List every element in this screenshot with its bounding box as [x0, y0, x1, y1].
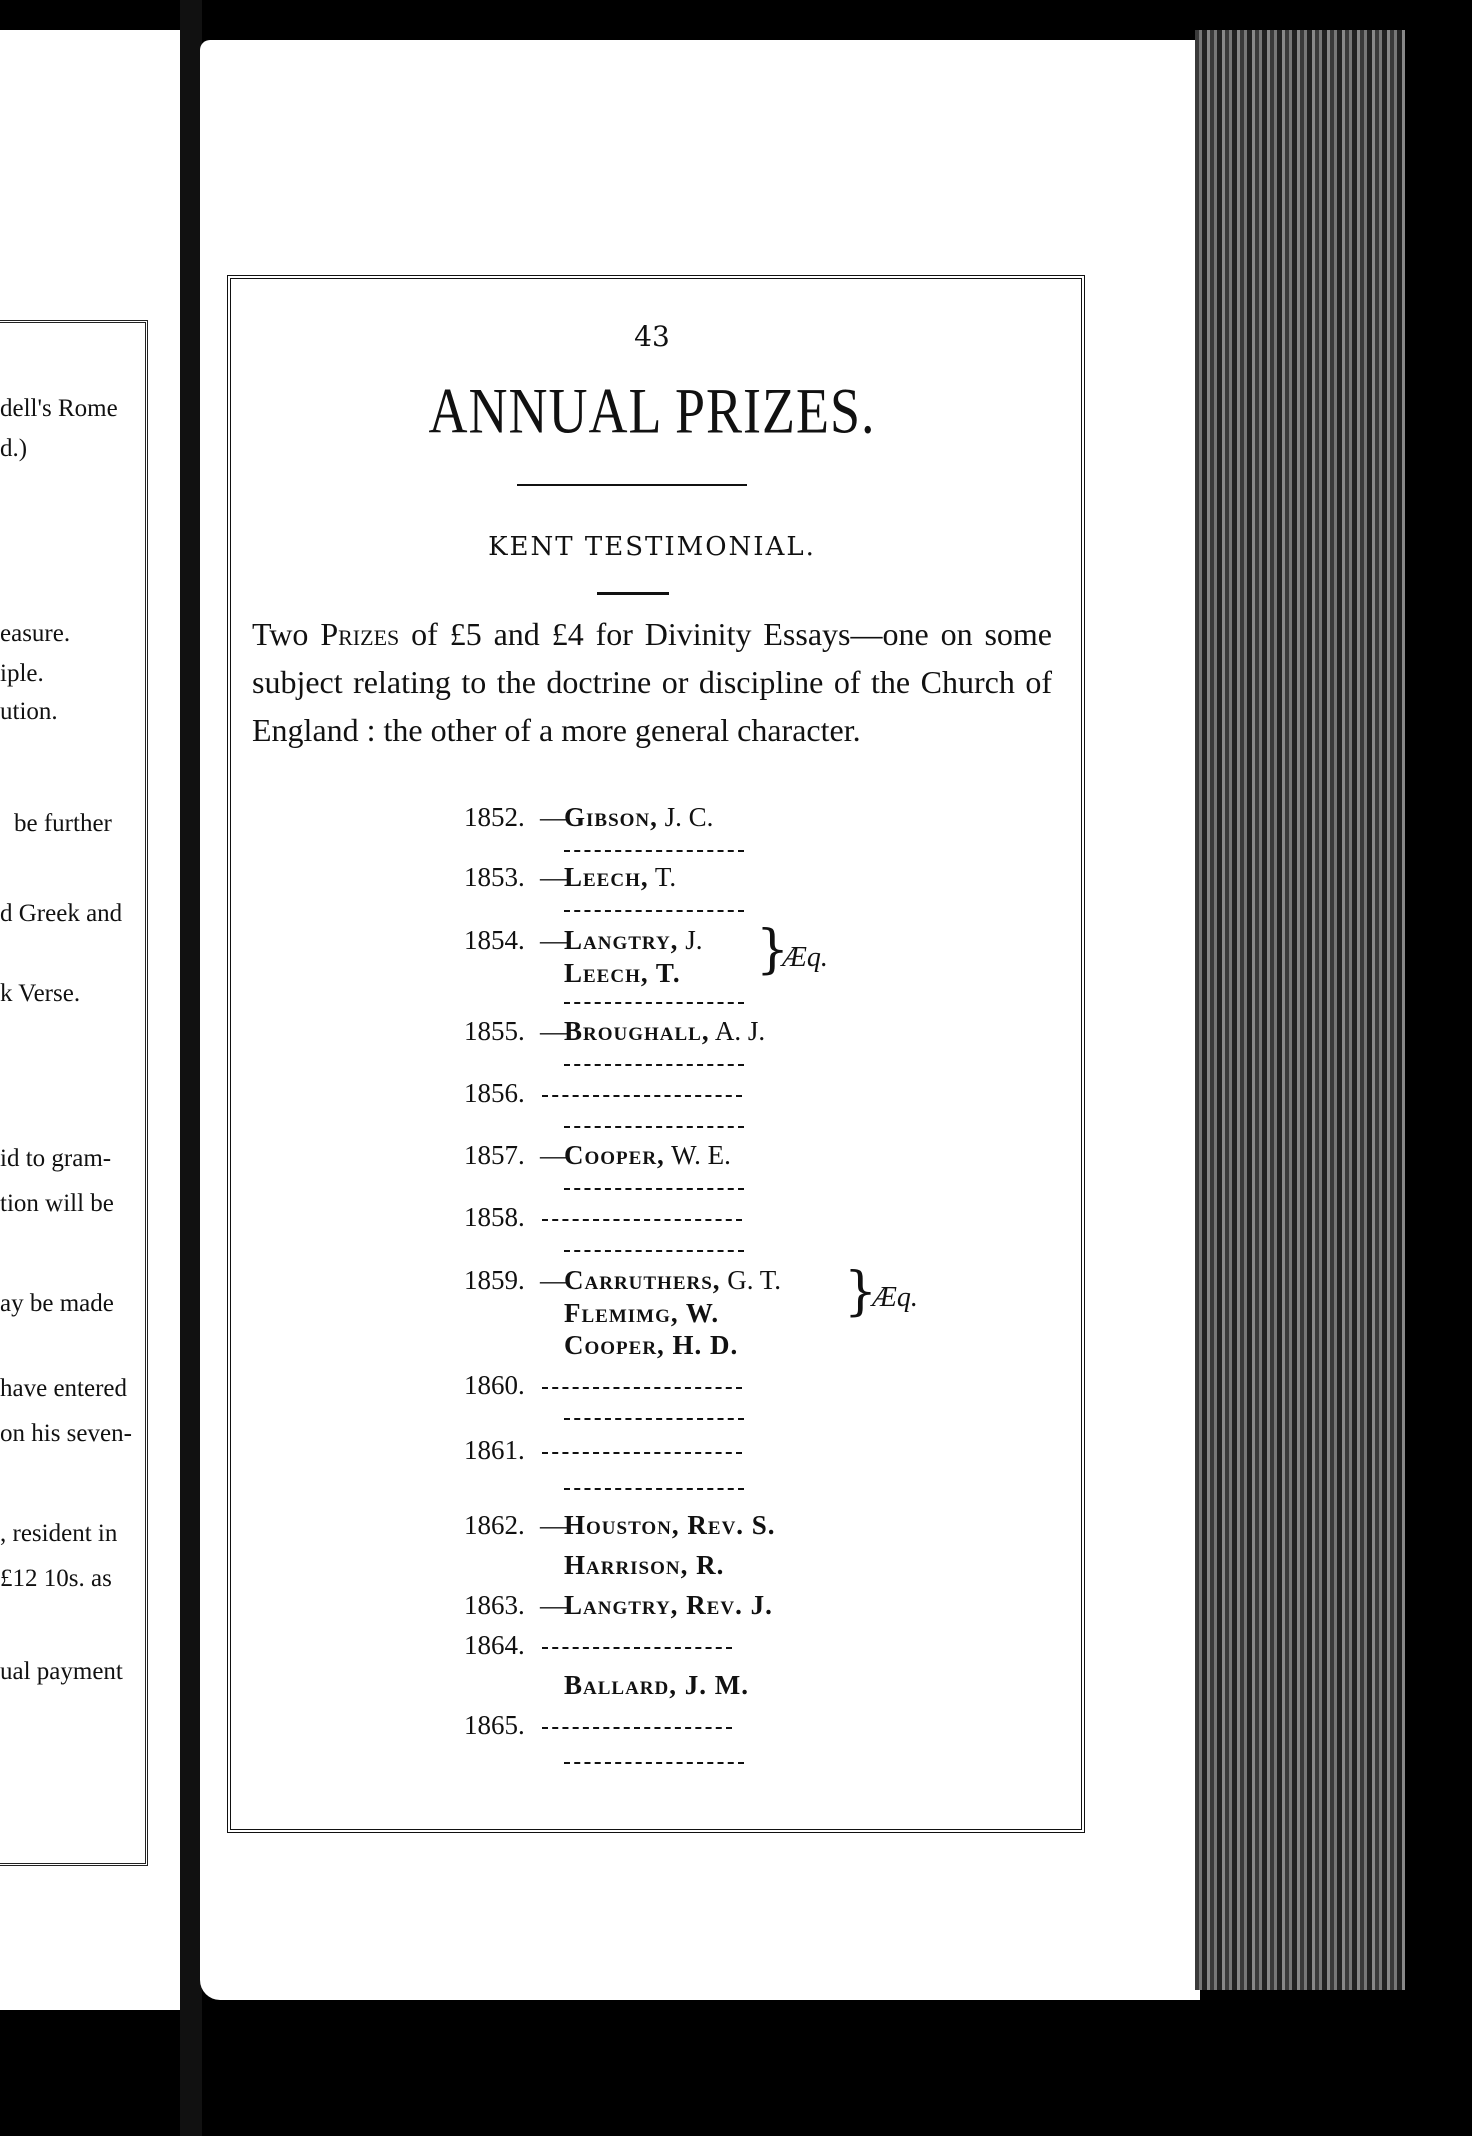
page-title: ANNUAL PRIZES.: [428, 375, 876, 447]
prize-winner: Leech,: [564, 862, 649, 892]
left-page-line: ution.: [0, 698, 58, 725]
prize-entry: [464, 1710, 732, 1741]
left-page: [0, 30, 180, 2010]
aequales-note: Æq.: [872, 1282, 918, 1313]
left-page-line: tion will be: [0, 1190, 114, 1217]
prize-winner: Cooper,: [564, 1140, 665, 1170]
brace-symbol: }: [844, 1262, 878, 1322]
prize-year: 1853.: [464, 862, 525, 892]
entry-separator: [564, 1002, 744, 1004]
left-page-line: id to gram-: [0, 1145, 112, 1172]
blank-entry-line: [542, 1647, 732, 1649]
section-rule: [597, 592, 669, 595]
prize-year: 1865.: [464, 1710, 525, 1740]
blank-entry-line: [542, 1219, 742, 1221]
prize-year: 1863.: [464, 1590, 525, 1620]
entry-separator: [564, 910, 744, 912]
prize-year: 1855.: [464, 1016, 525, 1046]
prize-winner-initials: T.: [648, 862, 677, 892]
left-page-line: have entered: [0, 1375, 128, 1402]
prize-year: 1861.: [464, 1435, 525, 1465]
left-page-line: £12 10s. as: [0, 1565, 112, 1592]
left-page-line: on his seven-: [0, 1420, 132, 1447]
prize-winner: Houston, Rev. S.: [564, 1510, 776, 1540]
blank-entry-line: [542, 1095, 742, 1097]
prize-entry: 1859. —Carruthers, G. T.: [464, 1265, 782, 1295]
description-prefix: Two: [252, 616, 321, 652]
entry-separator: [564, 1250, 744, 1252]
prize-entry: 1857. —Cooper, W. E.: [464, 1140, 731, 1170]
description-rest: of £5 and £4 for Divinity Essays—one on some subject relating to the doctrine or discipline of the Church of England : the other of a more general character.: [252, 616, 1053, 748]
page-number: 43: [634, 320, 670, 353]
left-page-line: d.): [0, 435, 28, 462]
prize-entry: 1854. —Langtry, J.: [464, 925, 703, 955]
entry-separator: [564, 1064, 744, 1066]
prize-winner: Carruthers,: [564, 1265, 721, 1295]
entry-separator: [564, 1488, 744, 1490]
entry-separator: [564, 1126, 744, 1128]
prize-year: 1864.: [464, 1630, 525, 1660]
prize-entry: 1863. —Langtry, Rev. J.: [464, 1590, 773, 1620]
prize-year: 1858.: [464, 1202, 525, 1232]
blank-entry-line: [542, 1452, 742, 1454]
prize-winner-initials: W. E.: [664, 1140, 731, 1170]
prize-entry: 1855. —Broughall, A. J.: [464, 1016, 766, 1046]
entry-separator: [564, 1418, 744, 1420]
left-page-line: k Verse.: [0, 980, 81, 1007]
prize-year: 1862.: [464, 1510, 525, 1540]
entry-separator: [564, 1762, 744, 1764]
left-page-line: iple.: [0, 660, 44, 687]
blank-entry-line: [542, 1387, 742, 1389]
page-content: [252, 300, 1052, 1800]
prize-entry: 1862. —Houston, Rev. S.: [464, 1510, 776, 1540]
prize-winner: Langtry, Rev. J.: [564, 1590, 773, 1620]
left-page-line: be further: [14, 810, 112, 837]
left-page-line: ual payment: [0, 1658, 123, 1685]
prize-winner-initials: A. J.: [709, 1016, 766, 1046]
prize-winner-initials: G. T.: [720, 1265, 782, 1295]
prize-entry: [464, 1370, 742, 1401]
left-page-border: [0, 320, 148, 1866]
prize-winner-second: Leech, T.: [564, 958, 681, 988]
description-smallcaps: Prizes: [320, 616, 400, 652]
brace-symbol: }: [756, 920, 790, 980]
prize-winner-second: Harrison, R.: [564, 1550, 725, 1580]
prize-year: 1859.: [464, 1265, 525, 1295]
prize-winner: Gibson,: [564, 802, 658, 832]
title-rule: [517, 484, 747, 486]
prize-winner: Broughall,: [564, 1016, 710, 1046]
aequales-note: Æq.: [782, 942, 828, 973]
prize-year: 1854.: [464, 925, 525, 955]
prize-winner-initials: J.: [678, 925, 703, 955]
blank-entry-line: [542, 1727, 732, 1729]
prize-entry: [464, 1435, 742, 1466]
left-page-line: d Greek and: [0, 900, 123, 927]
prize-winner-initials: J. C.: [657, 802, 714, 832]
left-page-line: , resident in: [0, 1520, 118, 1547]
entry-separator: [564, 1188, 744, 1190]
prize-year: 1857.: [464, 1140, 525, 1170]
left-page-line: ay be made: [0, 1290, 114, 1317]
prize-winner-third: Cooper, H. D.: [564, 1330, 739, 1360]
prize-entry: [464, 1078, 742, 1109]
page-edges: [1195, 30, 1405, 1990]
section-title: KENT TESTIMONIAL.: [488, 532, 816, 562]
prize-winner-second: Ballard, J. M.: [564, 1670, 749, 1700]
prize-year: 1860.: [464, 1370, 525, 1400]
prize-entry: 1853. —Leech, T.: [464, 862, 677, 892]
prize-description: [252, 610, 1052, 754]
prize-winner-second: Flemimg, W.: [564, 1298, 720, 1328]
book-gutter: [180, 0, 202, 2136]
left-page-line: easure.: [0, 620, 71, 647]
prize-year: 1856.: [464, 1078, 525, 1108]
prize-entry: [464, 1202, 742, 1233]
entry-separator: [564, 850, 744, 852]
prize-entry: [464, 1630, 732, 1661]
prize-winner: Langtry,: [564, 925, 679, 955]
prize-entry: 1852. —Gibson, J. C.: [464, 802, 714, 832]
left-page-line: dell's Rome: [0, 395, 118, 422]
prize-year: 1852.: [464, 802, 525, 832]
